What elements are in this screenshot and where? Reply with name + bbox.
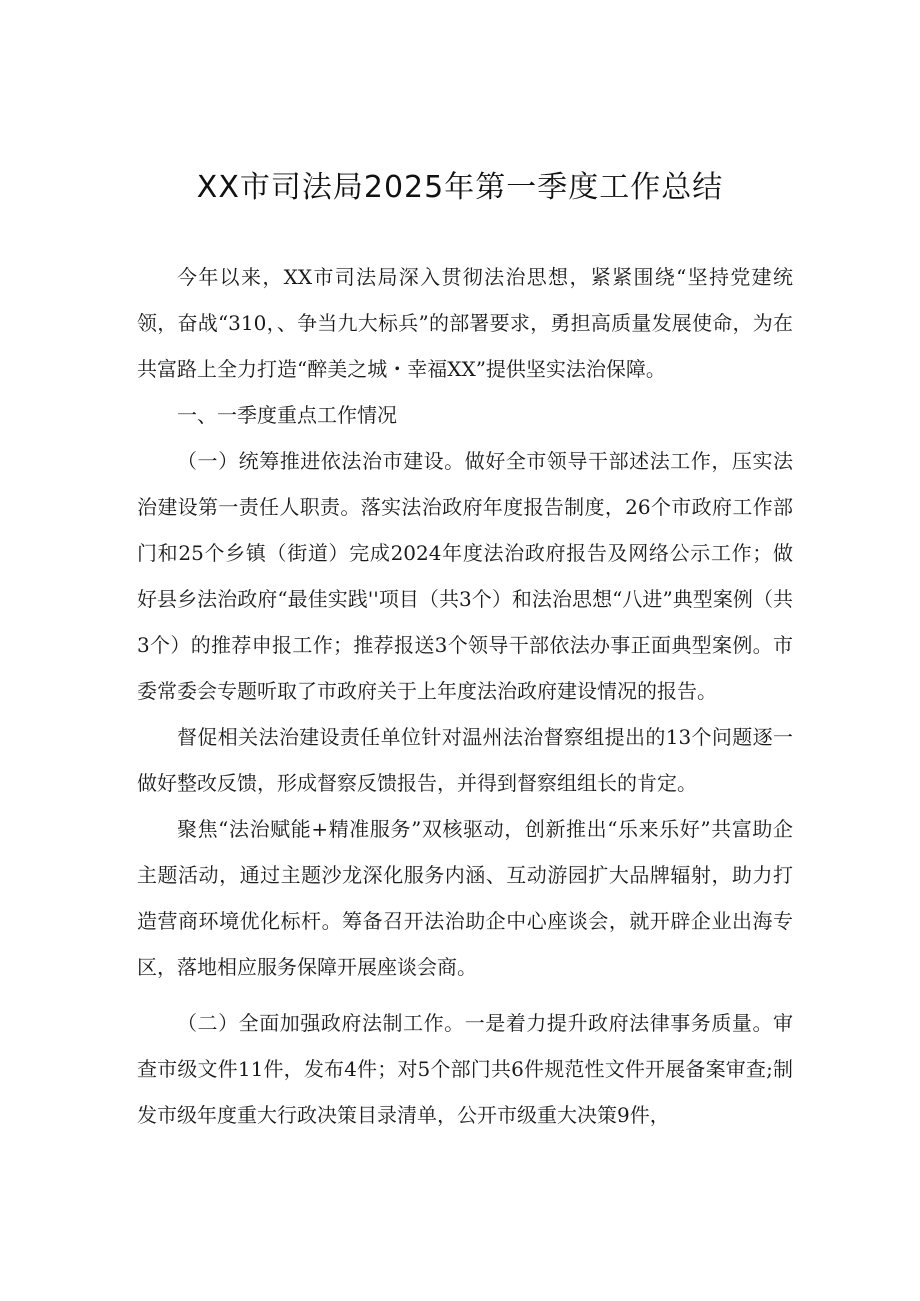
- section-heading: 一、一季度重点工作情况: [177, 403, 397, 427]
- body-paragraph: 聚焦“法治赋能+精准服务”双核驱动，创新推出“乐来乐好”共富助企主题活动，通过主题沙龙深化服务内涵、互动游园扩大品牌辐射，助力打造营商环境优化标杆。筹备召开法治助企中心座谈会，就开辟企业出海专区，落地相应服务保障开展座谈会商。: [137, 817, 793, 979]
- subsection-paragraph: （二）全面加强政府法制工作。一是着力提升政府法律事务质量。审查市级文件11件，发布4件；对5个部门共6件规范性文件开展备案审查;制发市级年度重大行政决策目录清单，公开市级重大决策9件，: [137, 1011, 793, 1127]
- document-body: [137, 254, 793, 1138]
- intro-paragraph: 今年以来，XX市司法局深入贯彻法治思想，紧紧围绕“坚持党建统领，奋战“310，、争当九大标兵”的部署要求，勇担高质量发展使命，为在共富路上全力打造“醉美之城・幸福XX”提供坚实法治保障。: [137, 265, 793, 381]
- subsection-paragraph: （一）统筹推进依法治市建设。做好全市领导干部述法工作，压实法治建设第一责任人职责。落实法治政府年度报告制度，26个市政府工作部门和25个乡镇（街道）完成2024年度法治政府报告及网络公示工作；做好县乡法治政府“最佳实践''项目（共3个）和法治思想“八进”典型案例（共3个）的推荐申报工作；推荐报送3个领导干部依法办事正面典型案例。市委常委会专题听取了市政府关于上年度法治政府建设情况的报告。: [137, 449, 793, 703]
- body-paragraph: 督促相关法治建设责任单位针对温州法治督察组提出的13个问题逐一做好整改反馈，形成督察反馈报告，并得到督察组组长的肯定。: [137, 725, 793, 795]
- document-title: XX市司法局2025年第一季度工作总结: [196, 170, 724, 205]
